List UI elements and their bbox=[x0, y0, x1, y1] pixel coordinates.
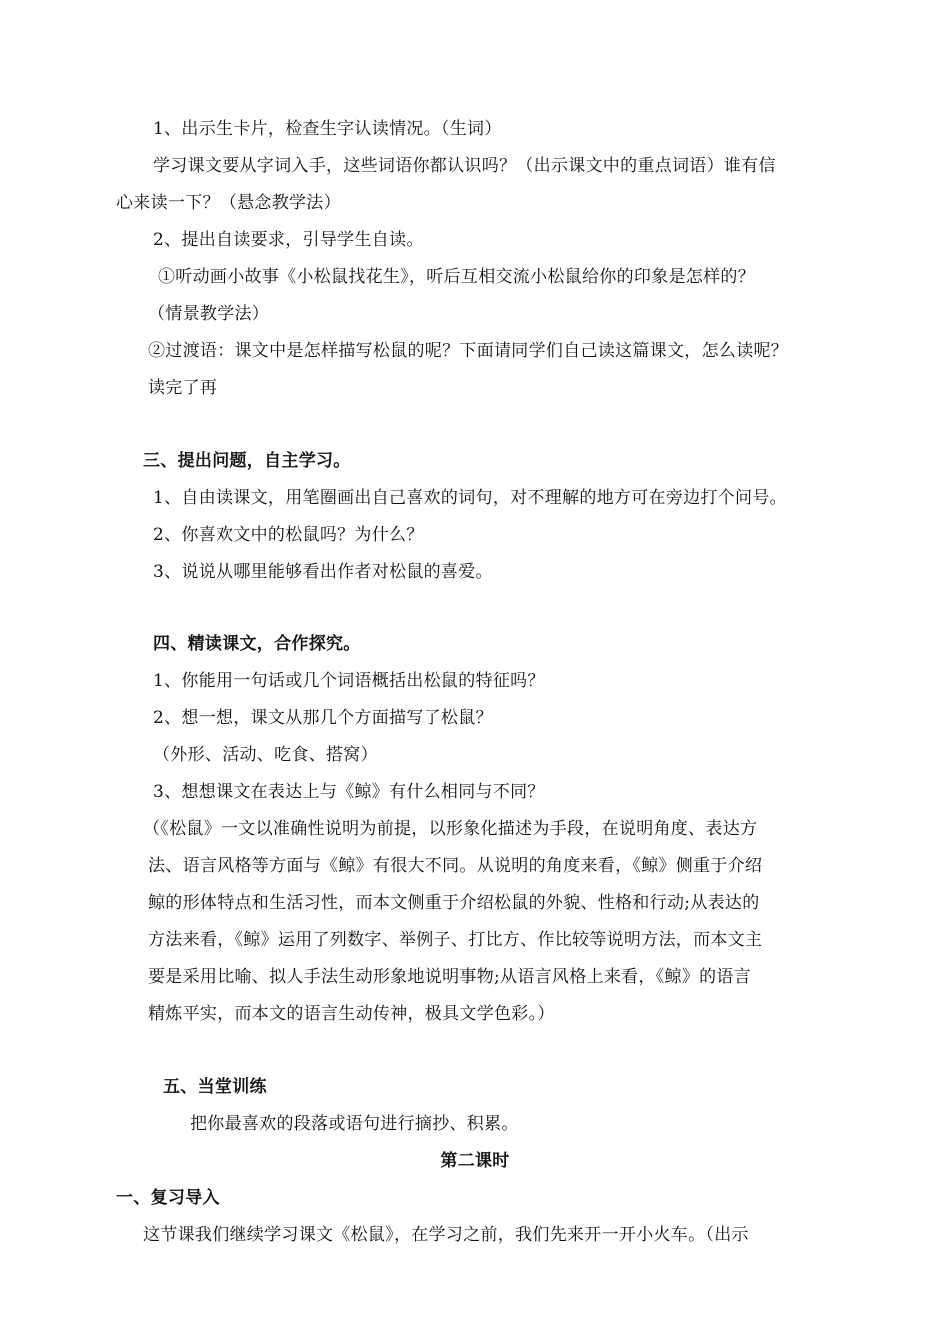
section-4-heading: 四、精读课文，合作探究。 bbox=[153, 634, 361, 654]
section-3-item-2: 2、你喜欢文中的松鼠吗？为什么？ bbox=[153, 525, 424, 545]
paragraph-words-line-1: 学习课文要从字词入手，这些词语你都认识吗？（出示课文中的重点词语）谁有信 bbox=[153, 156, 776, 176]
method-scenario: （情景教学法） bbox=[148, 304, 270, 324]
item-listen-story: ①听动画小故事《小松鼠找花生》，听后互相交流小松鼠给你的印象是怎样的？ bbox=[158, 267, 755, 287]
section-3-heading: 三、提出问题，自主学习。 bbox=[143, 451, 351, 471]
section-3-item-3: 3、说说从哪里能够看出作者对松鼠的喜爱。 bbox=[153, 562, 493, 582]
section-5-heading: 五、当堂训练 bbox=[163, 1077, 267, 1097]
comparison-line-3: 鲸的形体特点和生活习性，而本文侧重于介绍松鼠的外貌、性格和行动;从表达的 bbox=[148, 893, 760, 913]
lesson-2-title: 第二课时 bbox=[440, 1151, 510, 1171]
comparison-line-6: 精炼平实，而本文的语言生动传神，极具文学色彩。） bbox=[148, 1004, 555, 1024]
comparison-line-5: 要是采用比喻、拟人手法生动形象地说明事物;从语言风格上来看，《鲸》的语言 bbox=[148, 967, 752, 987]
section-4-item-2-answer: （外形、活动、吃食、搭窝） bbox=[153, 745, 378, 765]
review-heading: 一、复习导入 bbox=[116, 1188, 220, 1208]
paragraph-words-line-2: 心来读一下？（悬念教学法） bbox=[116, 193, 341, 213]
section-4-item-3: 3、想想课文在表达上与《鲸》有什么相同与不同？ bbox=[153, 782, 545, 802]
step-2-self-reading: 2、提出自读要求，引导学生自读。 bbox=[153, 230, 424, 250]
item-transition-line-1: ②过渡语：课文中是怎样描写松鼠的呢？下面请同学们自己读这篇课文，怎么读呢？ bbox=[148, 341, 789, 361]
item-transition-line-2: 读完了再 bbox=[148, 378, 218, 398]
comparison-line-1: （《松鼠》一文以准确性说明为前提，以形象化描述为手段，在说明角度、表达方 bbox=[143, 819, 758, 839]
step-1-show-cards: 1、出示生卡片，检查生字认读情况。（生词） bbox=[153, 119, 502, 139]
section-4-item-1: 1、你能用一句话或几个词语概括出松鼠的特征吗？ bbox=[153, 671, 545, 691]
section-5-task: 把你最喜欢的段落或语句进行摘抄、积累。 bbox=[190, 1114, 519, 1134]
section-3-item-1: 1、自由读课文，用笔圈画出自己喜欢的词句，对不理解的地方可在旁边打个问号。 bbox=[153, 488, 787, 508]
review-intro: 这节课我们继续学习课文《松鼠》，在学习之前，我们先来开一开小火车。（出示 bbox=[143, 1225, 749, 1245]
section-4-item-2: 2、想一想，课文从那几个方面描写了松鼠？ bbox=[153, 708, 493, 728]
comparison-line-4: 方法来看，《鲸》运用了列数字、举例子、打比方、作比较等说明方法，而本文主 bbox=[148, 930, 763, 950]
comparison-line-2: 法、语言风格等方面与《鲸》有很大不同。从说明的角度来看，《鲸》侧重于介绍 bbox=[148, 856, 763, 876]
